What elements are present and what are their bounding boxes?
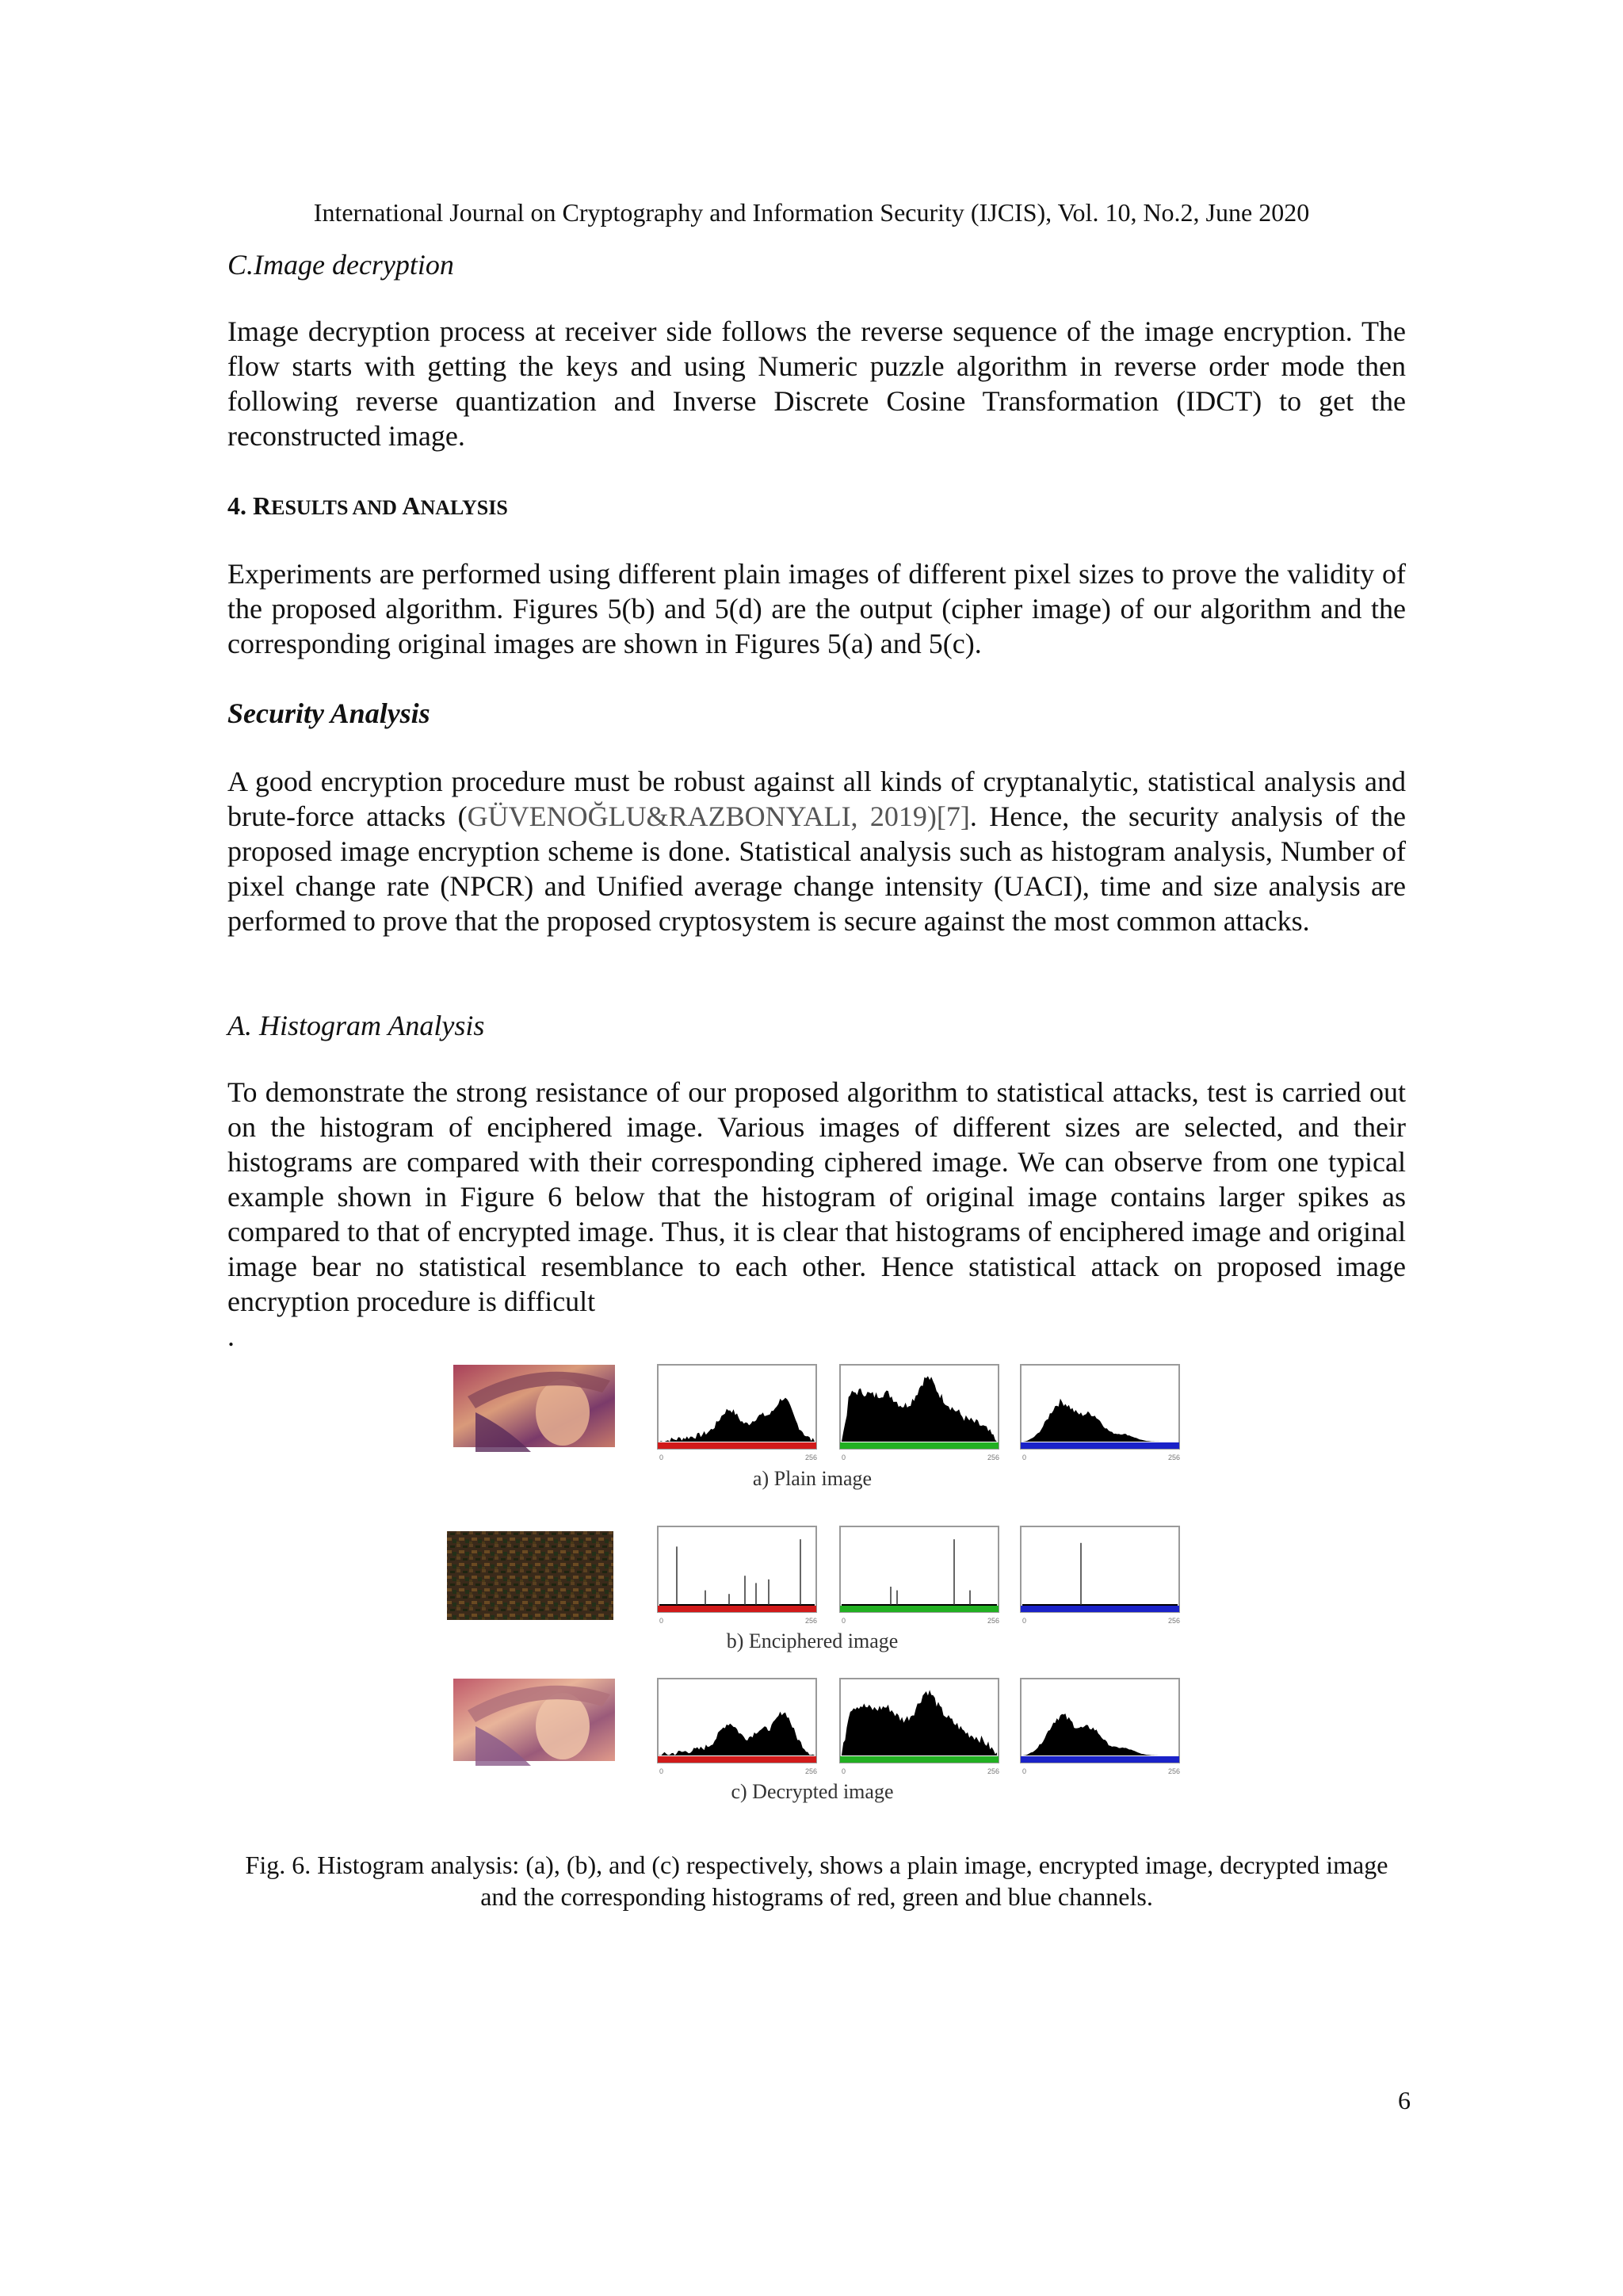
- section-4-heading-sc1: ESULTS AND: [271, 496, 403, 519]
- security-text-2: . Hence, the security analysis of the proposed image encryption scheme is done. Statistical analysis such as histogram analysis, Number of pixel change rate (NPCR) and Unified average change intensity (UACI), time and size analysis are performed to prove that the proposed cryptosystem is secure against the most common attacks.: [227, 800, 1406, 937]
- section-4-heading-sc2: NALYSIS: [420, 496, 508, 519]
- thumbnail-decrypted-face: [536, 1693, 590, 1759]
- hist-colorbar-decrypted-1: [840, 1756, 999, 1763]
- hist-colorbar-enciphered-1: [840, 1606, 999, 1612]
- hist-tick-min-plain-1: 0: [842, 1454, 846, 1461]
- hist-tick-min-plain-2: 0: [1022, 1454, 1027, 1461]
- hist-tick-max-decrypted-2: 256: [1168, 1767, 1181, 1775]
- security-analysis-heading-text: Security Analysis: [227, 697, 430, 729]
- section-c-title: [227, 247, 1406, 282]
- hist-tick-max-enciphered-1: 256: [987, 1617, 1000, 1625]
- hist-panel-enciphered-0: [658, 1526, 816, 1612]
- hist-tick-min-enciphered-0: 0: [659, 1617, 664, 1625]
- thumbnail-plain-face: [536, 1379, 590, 1446]
- hist-panel-enciphered-2: [1021, 1526, 1179, 1612]
- hist-tick-max-plain-0: 256: [805, 1454, 818, 1461]
- histogram-analysis-trailing-dot: .: [227, 1320, 235, 1352]
- hist-tick-min-plain-0: 0: [659, 1454, 664, 1461]
- hist-tick-max-plain-1: 256: [987, 1454, 1000, 1461]
- security-analysis-paragraph: [227, 764, 1406, 938]
- section-c-paragraph-text: Image decryption process at receiver side follows the reverse sequence of the image encryption. The flow starts with getting the keys and using Numeric puzzle algorithm in reverse order mode then following reverse quantization and Inverse Discrete Cosine Transformation (IDCT) to get the reconstructed image.: [227, 315, 1406, 452]
- figure-6: [444, 1354, 1197, 1813]
- figure-caption: Fig. 6. Histogram analysis: (a), (b), and (c) respectively, shows a plain image, encrypted image, decrypted image and the corresponding histograms of red, green and blue channels.: [245, 1851, 1388, 1911]
- section-4-heading-cap: A: [402, 491, 421, 520]
- section-4-heading: [227, 490, 1406, 524]
- page-number: 6: [1398, 2086, 1411, 2115]
- security-text-1: A good encryption procedure must be robust against all kinds of cryptanalytic, statistical analysis and brute-force attacks (: [227, 766, 1406, 832]
- histogram-analysis-heading-text: A. Histogram Analysis: [227, 1010, 485, 1041]
- hist-tick-min-enciphered-1: 0: [842, 1617, 846, 1625]
- hist-tick-max-plain-2: 256: [1168, 1454, 1181, 1461]
- hist-panel-enciphered-1: [840, 1526, 999, 1612]
- section-4-paragraph: [227, 556, 1406, 661]
- section-c-paragraph: [227, 314, 1406, 453]
- security-analysis-paragraph-text: [227, 764, 1406, 938]
- figure-6-graphic: [444, 1354, 1197, 1813]
- thumbnail-enciphered: [447, 1531, 613, 1620]
- hist-tick-min-enciphered-2: 0: [1022, 1617, 1027, 1625]
- hist-tick-max-decrypted-0: 256: [805, 1767, 818, 1775]
- row-label-enciphered: b) Enciphered image: [726, 1629, 899, 1652]
- section-c-title-text: C.Image decryption: [227, 249, 454, 281]
- hist-tick-max-enciphered-0: 256: [805, 1617, 818, 1625]
- section-4-heading-num: 4. R: [227, 491, 272, 520]
- running-header: International Journal on Cryptography and Information Security (IJCIS), Vol. 10, No.2, June 2020: [313, 198, 1310, 227]
- hist-colorbar-decrypted-0: [658, 1756, 816, 1763]
- row-label-plain: a) Plain image: [752, 1467, 873, 1490]
- hist-tick-max-decrypted-1: 256: [987, 1767, 1000, 1775]
- hist-tick-min-decrypted-1: 0: [842, 1767, 846, 1775]
- security-citation: GÜVENOĞLU&RAZBONYALI, 2019)[7]: [467, 800, 970, 832]
- hist-colorbar-decrypted-2: [1021, 1756, 1179, 1763]
- histogram-analysis-paragraph-text: To demonstrate the strong resistance of our proposed algorithm to statistical attacks, test is carried out on the histogram of enciphered image. Various images of different sizes are selected, and their histograms are compared with their corresponding ciphered image. We can observe from one typical example shown in Figure 6 below that the histogram of original image contains larger spikes as compared to that of encrypted image. Thus, it is clear that histograms of enciphered image and original image bear no statistical resemblance to each other. Hence statistical attack on proposed image encryption procedure is difficult: [227, 1076, 1406, 1317]
- histogram-analysis-heading: [227, 1008, 1406, 1043]
- hist-colorbar-plain-2: [1021, 1442, 1179, 1449]
- hist-tick-min-decrypted-0: 0: [659, 1767, 664, 1775]
- hist-tick-max-enciphered-2: 256: [1168, 1617, 1181, 1625]
- hist-colorbar-enciphered-0: [658, 1606, 816, 1612]
- security-analysis-heading: [227, 696, 1406, 731]
- hist-colorbar-enciphered-2: [1021, 1606, 1179, 1612]
- row-label-decrypted: c) Decrypted image: [731, 1780, 894, 1803]
- hist-tick-min-decrypted-2: 0: [1022, 1767, 1027, 1775]
- histogram-analysis-paragraph: [227, 1075, 1406, 1354]
- hist-colorbar-plain-0: [658, 1442, 816, 1449]
- hist-colorbar-plain-1: [840, 1442, 999, 1449]
- section-4-paragraph-text: Experiments are performed using different plain images of different pixel sizes to prove the validity of the proposed algorithm. Figures 5(b) and 5(d) are the output (cipher image) of our algorithm and the corresponding original images are shown in Figures 5(a) and 5(c).: [227, 558, 1406, 659]
